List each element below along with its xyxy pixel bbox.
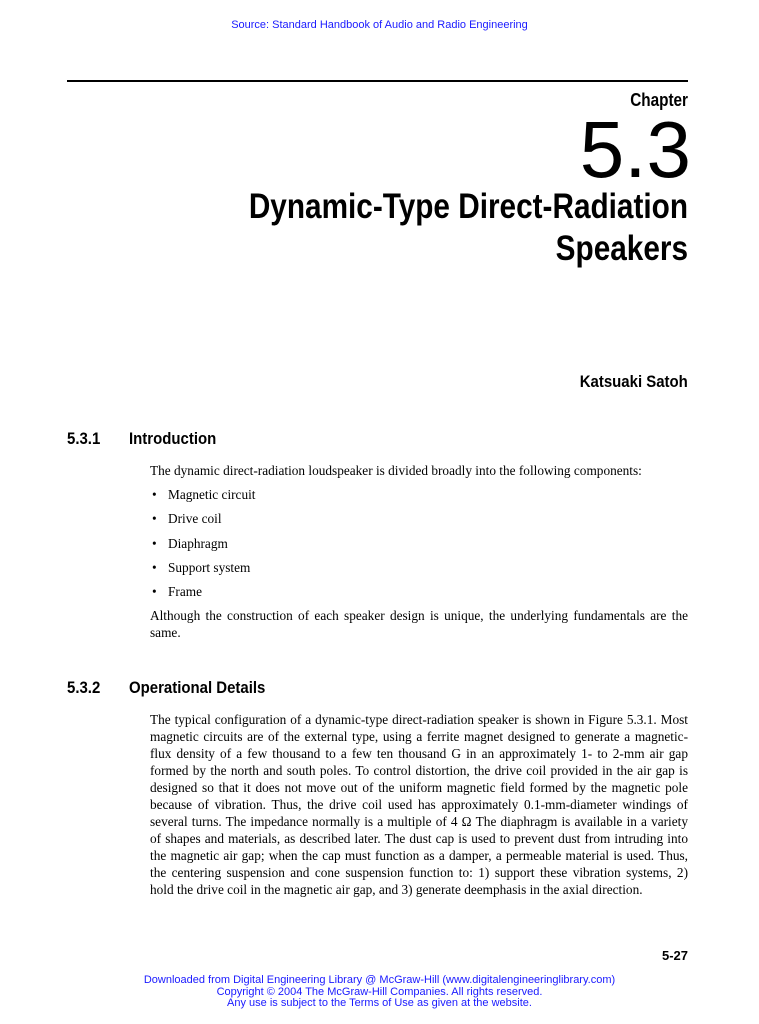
author-name: Katsuaki Satoh	[579, 372, 688, 391]
chapter-number: 5.3	[579, 105, 691, 194]
source-link[interactable]: Source: Standard Handbook of Audio and Radio Engineering	[231, 19, 528, 31]
list-item: • Magnetic circuit	[150, 483, 688, 507]
body-paragraph: The typical configuration of a dynamic-type direct-radiation speaker is shown in Figure 5.3.1. Most magnetic circuits are of the external type, using a ferrite magnet designed to generate a magnetic-flux density of a few thousand to a few ten thousand G in an approximately 1- to 2-mm air gap formed by the north and south poles. To control distortion, the drive coil provided in the air gap is designed so that it does not move out of the uniform magnetic field formed by the magnetic pole because of vibration. Thus, the drive coil used has approximately 0.1-mm-diameter windings of several turns. The impedance normally is a multiple of 4 Ω The diaphragm is available in a variety of shapes and materials, as described later. The dust cap is used to prevent dust from intruding into the magnetic air gap; when the cap must function as a damper, a permeable material is used. Thus, the centering suspension and cone suspension function to: 1) support these vibration systems, 2) hold the drive coil in the magnetic air gap, and 3) generate deemphasis in the axial direction.	[150, 712, 688, 897]
section-closing: Although the construction of each speaker design is unique, the underlying fundamentals are the same.	[150, 608, 688, 640]
footer	[0, 975, 759, 1010]
list-item: • Support system	[150, 556, 688, 580]
chapter-title	[212, 186, 688, 270]
footer-terms-link[interactable]: Any use is subject to the Terms of Use as given at the website.	[227, 997, 532, 1009]
header-rule	[67, 80, 688, 82]
chapter-label: Chapter	[630, 90, 688, 110]
page-number: 5-27	[661, 948, 688, 963]
list-item: • Drive coil	[150, 507, 688, 531]
section-number: 5.3.1	[67, 429, 101, 448]
section-title: Operational Details	[129, 678, 266, 697]
section-number: 5.3.2	[67, 678, 101, 697]
list-item: • Frame	[150, 580, 688, 604]
chapter-title-line: Speakers	[555, 229, 688, 268]
component-list	[150, 483, 688, 604]
footer-copyright: Copyright © 2004 The McGraw-Hill Companies. All rights reserved.	[216, 985, 543, 998]
section-title: Introduction	[129, 429, 217, 448]
footer-download-link[interactable]: Downloaded from Digital Engineering Library @ McGraw-Hill (www.digitalengineeringlibrary.com)	[143, 974, 616, 986]
section-intro: The dynamic direct-radiation loudspeaker is divided broadly into the following components:	[150, 463, 642, 478]
chapter-title-line: Dynamic-Type Direct-Radiation	[248, 187, 689, 226]
list-item: • Diaphragm	[150, 532, 688, 556]
